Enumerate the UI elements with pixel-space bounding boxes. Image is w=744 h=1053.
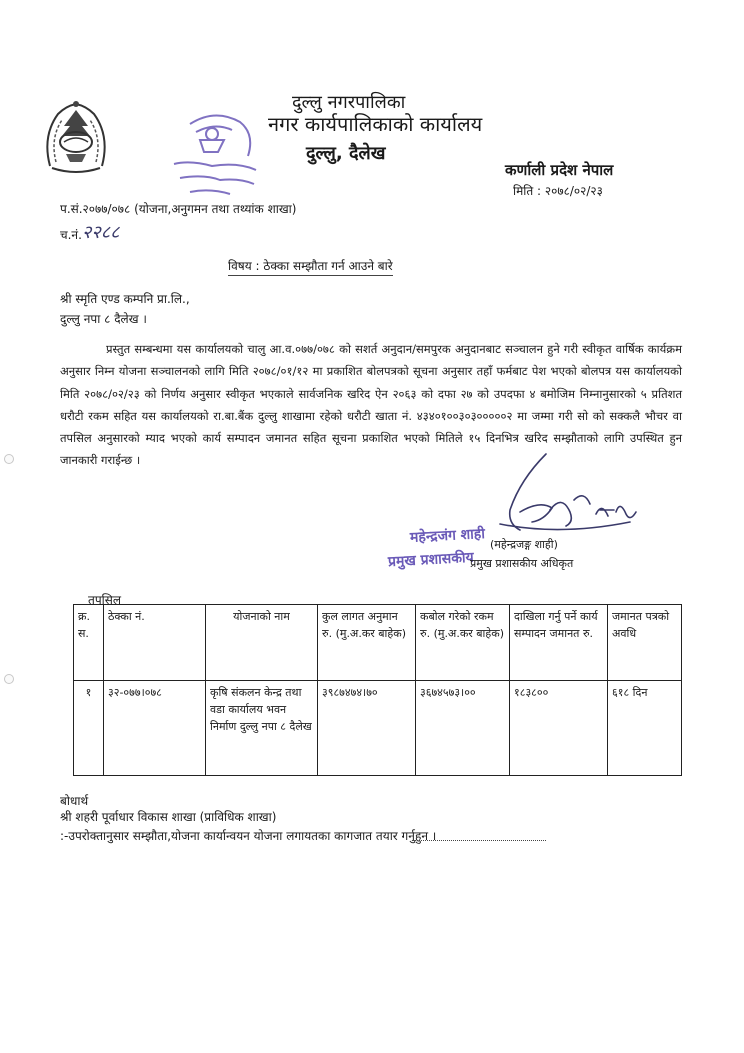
office-seal-icon bbox=[160, 104, 270, 204]
table-row bbox=[74, 681, 682, 776]
column-header-contract-no: ठेक्का नं. bbox=[104, 605, 206, 681]
schedule-label: तपसिल bbox=[88, 593, 122, 607]
punch-hole bbox=[4, 674, 14, 684]
cc-recipient: श्री शहरी पूर्वाधार विकास शाखा (प्राविधिक शाखा) bbox=[60, 810, 277, 824]
column-header-bid-amount: कबोल गरेको रकम रु. (मु.अ.कर बाहेक) bbox=[416, 605, 510, 681]
column-header-validity: जमानत पत्रको अवधि bbox=[608, 605, 682, 681]
signatory-title: प्रमुख प्रशासकीय अधिकृत bbox=[470, 557, 574, 570]
dispatch-number: २२८८ bbox=[82, 222, 120, 243]
cell-sn: १ bbox=[74, 681, 104, 776]
cell-guarantee: १८३८०० bbox=[510, 681, 608, 776]
nepal-emblem-icon bbox=[40, 96, 112, 176]
signature-stamp-title: प्रमुख प्रशासकीय bbox=[387, 549, 475, 571]
column-header-guarantee: दाखिला गर्नु पर्ने कार्य सम्पादन जमानत रु. bbox=[510, 605, 608, 681]
cell-contract-no: ३२-०७७।०७८ bbox=[104, 681, 206, 776]
table-header-row bbox=[74, 605, 682, 681]
column-header-project: योजनाको नाम bbox=[206, 605, 318, 681]
dispatch-label: च.नं. bbox=[60, 228, 82, 242]
province-name: कर्णाली प्रदेश नेपाल bbox=[505, 161, 614, 179]
letter-date: मिति : २०७८/०२/२३ bbox=[513, 184, 603, 198]
column-header-cost-estimate: कुल लागत अनुमान रु. (मु.अ.कर बाहेक) bbox=[318, 605, 416, 681]
handwritten-signature-icon bbox=[480, 450, 640, 550]
column-header-sn: क्र. स. bbox=[74, 605, 104, 681]
office-location: दुल्लु, दैलेख bbox=[306, 143, 386, 164]
cell-project: कृषि संकलन केन्द्र तथा वडा कार्यालय भवन निर्माण दुल्लु नपा ८ दैलेख bbox=[206, 681, 318, 776]
cell-bid-amount: ३६७४५७३।०० bbox=[416, 681, 510, 776]
reference-number: प.सं.२०७७/०७८ (योजना,अनुगमन तथा तथ्यांक शाखा) bbox=[60, 202, 297, 216]
cell-validity: ६१८ दिन bbox=[608, 681, 682, 776]
cc-label: बोधार्थ bbox=[60, 794, 89, 808]
dotted-underline bbox=[412, 840, 546, 841]
addressee-address: दुल्लु नपा ८ दैलेख । bbox=[60, 312, 147, 326]
addressee-name: श्री स्मृति एण्ड कम्पनि प्रा.लि., bbox=[60, 292, 190, 306]
cell-cost-estimate: ३९८७४७४।७० bbox=[318, 681, 416, 776]
letter-subject: विषय : ठेक्का सम्झौता गर्न आउने बारे bbox=[228, 257, 393, 276]
org-name: दुल्लु नगरपालिका bbox=[292, 92, 406, 113]
signature-stamp-name: महेन्द्रजंग शाही bbox=[409, 526, 486, 546]
signatory-name: (महेन्द्रजङ्ग शाही) bbox=[490, 538, 558, 551]
office-name: नगर कार्यपालिकाको कार्यालय bbox=[268, 112, 483, 136]
schedule-table bbox=[73, 604, 682, 776]
cc-instruction: :-उपरोक्तानुसार सम्झौता,योजना कार्यान्वयन योजना लगायतका कागजात तयार गर्नुहुन । bbox=[60, 829, 437, 843]
body-paragraph: प्रस्तुत सम्बन्धमा यस कार्यालयको चालु आ.व.०७७/०७८ को सशर्त अनुदान/समपुरक अनुदानबाट सञ्चालन हुने गरी स्वीकृत वार्षिक कार्यक्रम अनुसार निम्न योजना सञ्चालनको लागि मिति २०७८/०१/१२ मा प्रकाशित बोलपत्रको सूचना अनुसार तहाँ फर्मबाट पेश भएको बोलपत्र यस कार्यालयको मिति २०७८/०२/२३ को निर्णय अनुसार स्वीकृत भएकाले सार्वजनिक खरिद ऐन २०६३ को दफा २७ को उपदफा ४ बमोजिम निम्नानुसारको ५ प्रतिशत धरौटी रकम सहित यस कार्यालयको रा.बा.बैंक दुल्लु शाखामा रहेको धरौटी खाता नं. ४३४०१००३०३०००००२ मा जम्मा गरी सो को सक्कलै भौचर वा तपसिल अनुसारको म्याद भएको कार्य सम्पादन जमानत सहित सूचना प्रकाशित भएको मितिले १५ दिनभित्र खरिद सम्झौताको लागि उपस्थित हुन जानकारी गराईन्छ । bbox=[60, 342, 682, 468]
punch-hole bbox=[4, 454, 14, 464]
